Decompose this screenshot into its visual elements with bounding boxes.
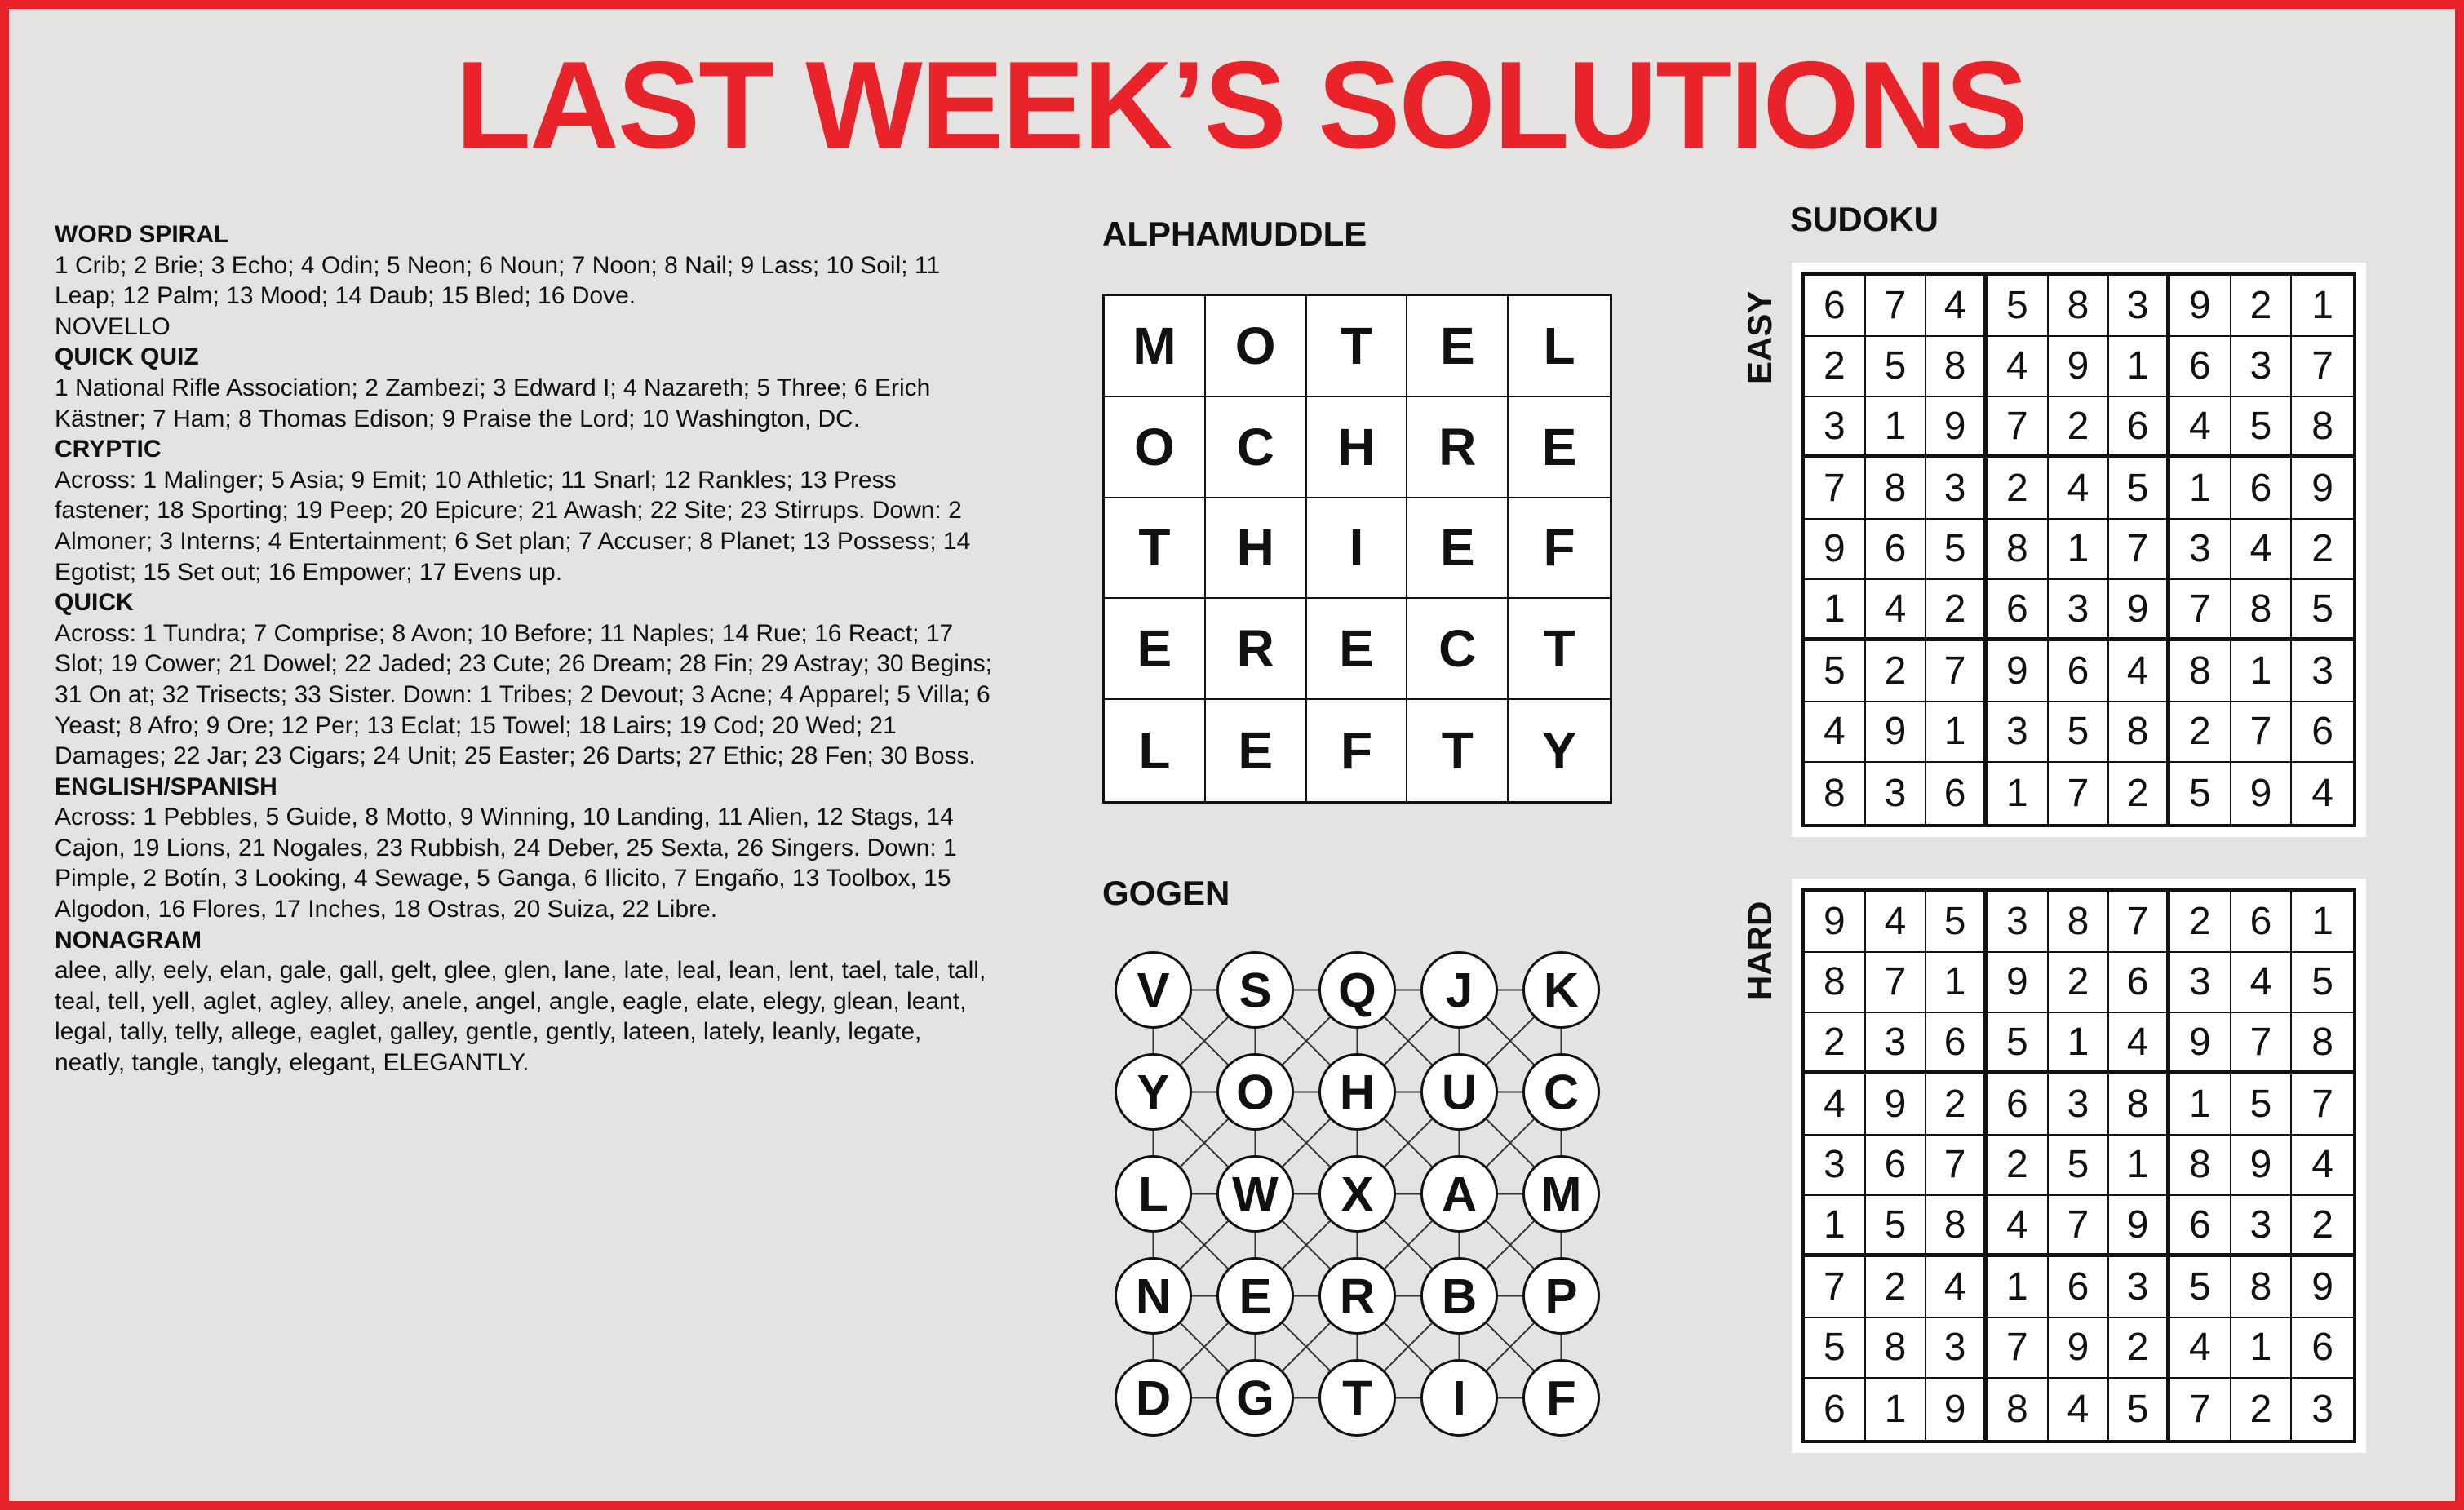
sudoku-cell: 7 [1805,1257,1866,1318]
sudoku-cell: 1 [2170,1074,2231,1136]
sudoku-cell: 9 [1926,1379,1988,1440]
gogen-letter: K [1543,963,1580,1018]
sudoku-cell: 8 [1866,458,1927,520]
sudoku-cell: 6 [2049,1257,2110,1318]
sudoku-cell: 4 [2170,397,2231,458]
alphamuddle-grid [1102,294,1612,804]
sudoku-cell: 7 [2049,1196,2110,1257]
sudoku-cell: 7 [1926,641,1988,702]
sudoku-cell: 1 [1988,1257,2049,1318]
sudoku-cell: 1 [2292,276,2353,337]
sudoku-cell: 2 [2170,702,2231,764]
sudoku-cell: 8 [2049,276,2110,337]
sudoku-cell: 6 [2292,702,2353,764]
sudoku-cell: 5 [1805,641,1866,702]
sudoku-hard-grid [1801,888,2356,1443]
sudoku-cell: 6 [2109,397,2170,458]
solution-text: Across: 1 Tundra; 7 Comprise; 8 Avon; 10 Before; 11 Naples; 14 Rue; 16 React; 17 Slot; 19 Cower; 21 Dowel; 22 Jaded; 23 Cute; 26 Dream; 28 Fin; 29 Astray; 30 Begins; 31 On at; 32 Trisects; 33 Sister. Down: 1 Tribes; 2 Devout; 3 Acne; 4 Apparel; 5 Villa; 6 Yeast; 8 Afro; 9 Ore; 12 Per; 13 Eclat; 15 Towel; 18 Lairs; 19 Cod; 20 Wed; 21 Damages; 22 Jar; 23 Cigars; 24 Unit; 25 Easter; 26 Darts; 27 Ethic; 28 Fen; 30 Boss. [55,619,992,770]
page-title: LAST WEEK’S SOLUTIONS [455,36,2027,175]
sudoku-cell: 5 [2049,1136,2110,1197]
gogen-letter: V [1137,963,1170,1018]
sudoku-cell: 8 [2170,641,2231,702]
solution-heading: CRYPTIC [55,436,162,463]
sudoku-cell: 6 [1805,276,1866,337]
sudoku-cell: 2 [2231,276,2293,337]
sudoku-cell: 4 [2311,772,2333,816]
sudoku-cell: 7 [2109,520,2170,581]
gogen-letter: O [1236,1065,1274,1120]
gogen-letter: L [1138,1167,1168,1222]
sudoku-cell: 1 [1866,397,1927,458]
sudoku-easy-label: EASY [1740,290,1779,384]
sudoku-cell: 4 [1866,892,1927,953]
solution-text: 1 National Rifle Association; 2 Zambezi; 3 Edward I; 4 Nazareth; 5 Three; 6 Erich Kästner; 7 Ham; 8 Thomas Edison; 9 Praise the Lord; 10 Washington, DC. [55,374,931,432]
sudoku-cell: 2 [1988,1136,2049,1197]
alphamuddle-cell: F [1307,700,1408,801]
gogen-letter: W [1232,1167,1279,1222]
sudoku-cell: 8 [2049,892,2110,953]
sudoku-cell: 4 [1805,1074,1866,1136]
sudoku-cell: 2 [2109,1318,2170,1379]
alphamuddle-cell: T [1105,498,1206,600]
sudoku-cell: 2 [1926,1074,1988,1136]
alphamuddle-cell: O [1105,397,1206,498]
sudoku-cell: 3 [1805,1136,1866,1197]
sudoku-cell: 8 [1866,1318,1927,1379]
sudoku-cell: 2 [2049,953,2110,1014]
sudoku-cell: 1 [1805,1196,1866,1257]
sudoku-cell: 8 [2231,580,2293,641]
sudoku-cell: 9 [1926,397,1988,458]
sudoku-cell: 3 [2231,337,2293,398]
sudoku-cell: 2 [2292,1196,2353,1257]
gogen-letter: X [1341,1167,1374,1222]
sudoku-cell: 6 [1866,1136,1927,1197]
sudoku-cell: 9 [1988,641,2049,702]
sudoku-cell: 1 [2231,641,2293,702]
sudoku-cell: 3 [2109,276,2170,337]
alphamuddle-cell: L [1509,296,1610,397]
sudoku-cell: 8 [2109,1074,2170,1136]
sudoku-cell: 7 [1926,1136,1988,1197]
sudoku-cell: 7 [1805,458,1866,520]
sudoku-cell: 5 [1866,1196,1927,1257]
sudoku-cell: 5 [2170,1257,2231,1318]
sudoku-cell: 3 [2049,1074,2110,1136]
gogen-letter: C [1543,1065,1580,1120]
alphamuddle-cell: E [1407,296,1509,397]
sudoku-cell: 3 [1926,1318,1988,1379]
gogen-label: GOGEN [1102,874,1230,912]
sudoku-cell: 3 [1926,458,1988,520]
sudoku-cell: 1 [2109,337,2170,398]
sudoku-cell: 6 [1988,580,2049,641]
sudoku-cell: 9 [1805,892,1866,953]
sudoku-cell: 8 [1805,953,1866,1014]
alphamuddle-label: ALPHAMUDDLE [1102,215,1367,253]
alphamuddle-cell: R [1407,397,1509,498]
sudoku-cell: 1 [2170,458,2231,520]
sudoku-cell: 5 [1926,892,1988,953]
sudoku-hard-label: HARD [1740,901,1779,1000]
sudoku-cell: 2 [2170,892,2231,953]
sudoku-cell: 1 [2109,1136,2170,1197]
sudoku-cell: 5 [2049,702,2110,764]
sudoku-cell: 5 [1805,1318,1866,1379]
sudoku-cell: 4 [1988,337,2049,398]
sudoku-cell: 7 [2109,892,2170,953]
gogen-letter: U [1441,1065,1478,1120]
sudoku-cell: 7 [1866,276,1927,337]
gogen-letter: I [1452,1371,1466,1426]
sudoku-cell: 8 [2109,702,2170,764]
solution-text: 1 Crib; 2 Brie; 3 Echo; 4 Odin; 5 Neon; 6 Noun; 7 Noon; 8 Nail; 9 Lass; 10 Soil; 11 Leap; 12 Palm; 13 Mood; 14 Daub; 15 Bled; 16 Dove. NOVELLO [55,251,941,340]
sudoku-cell: 4 [2231,953,2293,1014]
sudoku-cell: 6 [2170,337,2231,398]
sudoku-cell: 4 [2170,1318,2231,1379]
sudoku-cell: 8 [1805,763,1866,824]
alphamuddle-cell: C [1407,599,1509,700]
sudoku-cell: 4 [2049,458,2110,520]
sudoku-cell: 5 [2231,397,2293,458]
sudoku-cell: 2 [1866,641,1927,702]
sudoku-cell: 6 [1805,1379,1866,1440]
gogen-letter: G [1236,1371,1274,1426]
gogen-letter: H [1339,1065,1376,1120]
sudoku-cell: 2 [1866,1257,1927,1318]
sudoku-cell: 9 [2292,1257,2353,1318]
sudoku-cell: 6 [1988,1074,2049,1136]
solution-heading: QUICK [55,589,134,617]
sudoku-cell: 7 [1988,397,2049,458]
sudoku-cell: 3 [1988,892,2049,953]
sudoku-cell: 6 [1926,1013,1988,1074]
gogen-letter: A [1441,1167,1478,1222]
alphamuddle-cell: O [1206,296,1307,397]
sudoku-cell: 9 [1805,520,1866,581]
sudoku-cell: 4 [1866,580,1927,641]
sudoku-cell: 3 [2109,1257,2170,1318]
sudoku-cell: 1 [2049,1013,2110,1074]
sudoku-cell: 7 [2231,1013,2293,1074]
alphamuddle-cell: H [1206,498,1307,600]
sudoku-cell: 7 [2170,1379,2231,1440]
gogen-letter: N [1135,1269,1172,1324]
sudoku-cell: 6 [1866,520,1927,581]
sudoku-cell: 5 [1926,520,1988,581]
gogen-letter: E [1239,1269,1272,1324]
sudoku-cell: 8 [1988,1379,2049,1440]
sudoku-cell: 9 [2170,276,2231,337]
sudoku-cell: 6 [2049,641,2110,702]
alphamuddle-cell: C [1206,397,1307,498]
sudoku-cell: 4 [2049,1379,2110,1440]
sudoku-cell: 2 [1805,337,1866,398]
sudoku-cell: 8 [1988,520,2049,581]
gogen-letter: M [1540,1167,1582,1222]
solution-heading: NONAGRAM [55,926,202,954]
gogen-grid [1102,939,1612,1449]
sudoku-cell: 5 [1988,1013,2049,1074]
sudoku-cell: 7 [2292,337,2353,398]
gogen-letter: T [1342,1371,1372,1426]
sudoku-cell: 9 [2170,1013,2231,1074]
sudoku-cell: 7 [1988,1318,2049,1379]
sudoku-cell: 6 [2109,953,2170,1014]
sudoku-label: SUDOKU [1790,200,1939,238]
sudoku-cell: 9 [2049,337,2110,398]
sudoku-cell: 7 [1866,953,1927,1014]
sudoku-cell: 7 [2170,580,2231,641]
sudoku-cell: 3 [2311,1388,2333,1432]
alphamuddle-cell: E [1105,599,1206,700]
gogen-letter: S [1239,963,1272,1018]
sudoku-cell: 2 [2292,520,2353,581]
sudoku-cell: 2 [2231,1379,2293,1440]
sudoku-cell: 6 [1926,763,1988,824]
alphamuddle-cell: Y [1541,721,1577,781]
sudoku-cell: 3 [1866,1013,1927,1074]
alphamuddle-cell: T [1307,296,1408,397]
sudoku-cell: 3 [1805,397,1866,458]
sudoku-cell: 2 [2109,763,2170,824]
sudoku-cell: 6 [2292,1318,2353,1379]
alphamuddle-cell: M [1105,296,1206,397]
sudoku-cell: 5 [2109,1379,2170,1440]
sudoku-cell: 9 [2049,1318,2110,1379]
sudoku-cell: 1 [1926,953,1988,1014]
alphamuddle-cell: I [1307,498,1408,600]
sudoku-cell: 9 [2292,458,2353,520]
sudoku-cell: 6 [2170,1196,2231,1257]
sudoku-cell: 9 [1866,702,1927,764]
sudoku-cell: 5 [2292,953,2353,1014]
sudoku-cell: 1 [2049,520,2110,581]
sudoku-cell: 8 [1926,1196,1988,1257]
sudoku-cell: 4 [2292,1136,2353,1197]
sudoku-cell: 5 [1988,276,2049,337]
sudoku-cell: 8 [2231,1257,2293,1318]
sudoku-cell: 4 [1988,1196,2049,1257]
sudoku-cell: 6 [2231,892,2293,953]
sudoku-cell: 9 [1866,1074,1927,1136]
solutions-column [55,219,993,1078]
solution-heading: WORD SPIRAL [55,221,229,248]
sudoku-cell: 3 [2049,580,2110,641]
gogen-letter: J [1445,963,1474,1018]
gogen-svg [1102,939,1612,1449]
sudoku-cell: 1 [1866,1379,1927,1440]
sudoku-cell: 9 [2109,1196,2170,1257]
sudoku-hard-panel [1792,879,2366,1453]
sudoku-cell: 1 [1926,702,1988,764]
gogen-letter: D [1135,1371,1172,1426]
sudoku-cell: 4 [2109,1013,2170,1074]
sudoku-cell: 9 [2231,763,2293,824]
sudoku-easy-panel [1792,263,2366,837]
sudoku-cell: 6 [2231,458,2293,520]
gogen-letter: P [1544,1269,1578,1324]
alphamuddle-cell: E [1509,397,1610,498]
solution-heading: QUICK QUIZ [55,343,199,371]
sudoku-cell: 9 [2231,1136,2293,1197]
sudoku-cell: 9 [2109,580,2170,641]
sudoku-cell: 9 [1988,953,2049,1014]
sudoku-cell: 8 [2292,397,2353,458]
gogen-letter: F [1546,1371,1576,1426]
alphamuddle-cell: R [1206,599,1307,700]
sudoku-cell: 3 [2170,953,2231,1014]
sudoku-cell: 7 [2049,763,2110,824]
gogen-letter: Q [1338,963,1376,1018]
sudoku-cell: 7 [2292,1074,2353,1136]
sudoku-cell: 1 [1988,763,2049,824]
sudoku-cell: 4 [1805,702,1866,764]
sudoku-cell: 4 [1926,276,1988,337]
solution-text: Across: 1 Pebbles, 5 Guide, 8 Motto, 9 Winning, 10 Landing, 11 Alien, 12 Stags, 14 Cajon, 19 Lions, 21 Nogales, 23 Rubbish, 24 Deber, 25 Sexta, 26 Singers. Down: 1 Pimple, 2 Botín, 3 Looking, 4 Sewage, 5 Ganga, 6 Ilicito, 7 Engaño, 13 Toolbox, 15 Algodon, 16 Flores, 17 Inches, 18 Ostras, 20 Suiza, 22 Libre. [55,804,957,923]
sudoku-cell: 8 [1926,337,1988,398]
solution-heading: ENGLISH/SPANISH [55,773,277,800]
alphamuddle-cell: L [1105,700,1206,801]
alphamuddle-cell: H [1307,397,1408,498]
alphamuddle-cell: T [1407,700,1509,801]
gogen-letter: Y [1137,1065,1170,1120]
alphamuddle-cell: F [1509,498,1610,600]
solution-text: alee, ally, eely, elan, gale, gall, gelt, glee, glen, lane, late, leal, lean, lent, tael, tale, tall, teal, tell, yell, aglet, agley, alley, anele, angel, angle, eagle, elate, elegy, glean, leant, legal, tally, telly, allege, eaglet, galley, gentle, gently, lateen, lately, leanly, legate, neatly, tangle, tangly, elegant, ELEGANTLY. [55,957,986,1077]
sudoku-cell: 4 [2109,641,2170,702]
sudoku-cell: 3 [2292,641,2353,702]
solution-text: Across: 1 Malinger; 5 Asia; 9 Emit; 10 Athletic; 11 Snarl; 12 Rankles; 13 Press fastener; 18 Sporting; 19 Peep; 20 Epicure; 21 Awash; 22 Site; 23 Stirrups. Down: 2 Almoner; 3 Interns; 4 Entertainment; 6 Set plan; 7 Accuser; 8 Planet; 13 Possess; 14 Egotist; 15 Set out; 16 Empower; 17 Evens up. [55,466,971,586]
alphamuddle-cell: E [1407,498,1509,600]
sudoku-cell: 5 [2170,763,2231,824]
sudoku-cell: 5 [2231,1074,2293,1136]
sudoku-cell: 5 [1866,337,1927,398]
alphamuddle-cell: T [1509,599,1610,700]
sudoku-cell: 8 [2292,1013,2353,1074]
gogen-letter: B [1441,1269,1478,1324]
sudoku-cell: 5 [2292,580,2353,641]
sudoku-cell: 4 [2231,520,2293,581]
sudoku-easy-grid [1801,272,2356,827]
sudoku-cell: 3 [2170,520,2231,581]
sudoku-cell: 4 [1926,1257,1988,1318]
sudoku-cell: 2 [1988,458,2049,520]
sudoku-cell: 7 [2231,702,2293,764]
gogen-letter: R [1339,1269,1376,1324]
sudoku-cell: 2 [2049,397,2110,458]
sudoku-cell: 3 [1866,763,1927,824]
sudoku-cell: 1 [1805,580,1866,641]
sudoku-cell: 5 [2109,458,2170,520]
alphamuddle-cell: E [1206,700,1307,801]
sudoku-cell: 8 [2170,1136,2231,1197]
sudoku-cell: 3 [1988,702,2049,764]
sudoku-cell: 3 [2231,1196,2293,1257]
sudoku-cell: 1 [2231,1318,2293,1379]
sudoku-cell: 2 [1805,1013,1866,1074]
alphamuddle-cell: E [1307,599,1408,700]
sudoku-cell: 1 [2292,892,2353,953]
sudoku-cell: 2 [1926,580,1988,641]
